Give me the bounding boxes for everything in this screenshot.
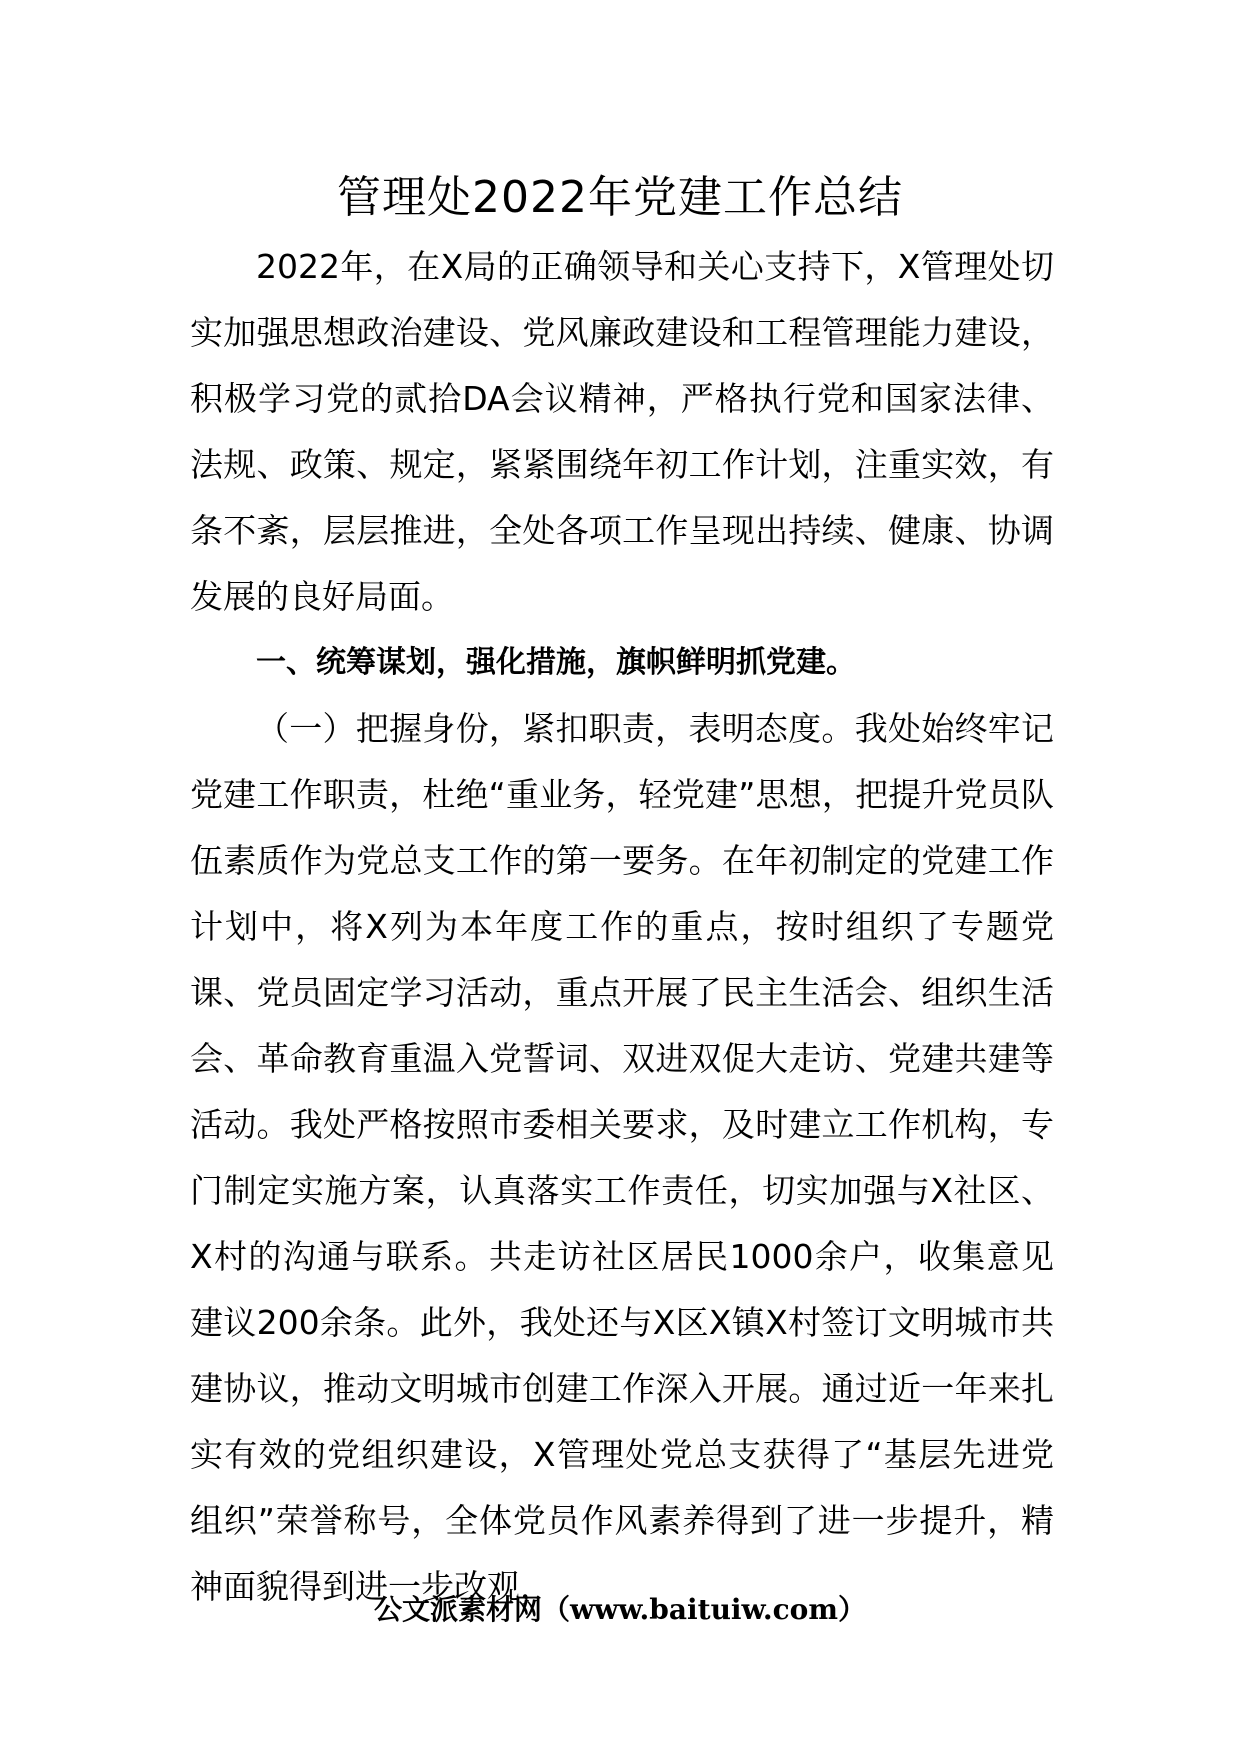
watermark-footer: 公文派素材网（www.baituiw.com）	[374, 1593, 866, 1626]
paragraph-intro: 2022年，在X局的正确领导和关心支持下，X管理处切实加强思想政治建设、党风廉政建设和工程管理能力建设，积极学习党的贰拾DA会议精神，严格执行党和国家法律、法规、政策、规定，紧紧围绕年初工作计划，注重实效，有条不紊，层层推进，全处各项工作呈现出持续、健康、协调发展的良好局面。	[190, 247, 1054, 616]
document-body	[190, 234, 1054, 1620]
document-title: 管理处2022年党建工作总结	[337, 172, 903, 223]
section-heading-1: 一、统筹谋划，强化措施，旗帜鲜明抓党建。	[256, 645, 856, 680]
paragraph-subsection-1: （一）把握身份，紧扣职责，表明态度。我处始终牢记党建工作职责，杜绝“重业务，轻党建”思想，把提升党员队伍素质作为党总支工作的第一要务。在年初制定的党建工作计划中，将X列为本年度工作的重点，按时组织了专题党课、党员固定学习活动，重点开展了民主生活会、组织生活会、革命教育重温入党誓词、双进双促大走访、党建共建等活动。我处严格按照市委相关要求，及时建立工作机构，专门制定实施方案，认真落实工作责任，切实加强与X社区、X村的沟通与联系。共走访社区居民1000余户，收集意见建议200余条。此外，我处还与X区X镇X村签订文明城市共建协议，推动文明城市创建工作深入开展。通过近一年来扎实有效的党组织建设，X管理处党总支获得了“基层先进党组织”荣誉称号，全体党员作风素养得到了进一步提升，精神面貌得到进一步改观，	[190, 709, 1054, 1606]
